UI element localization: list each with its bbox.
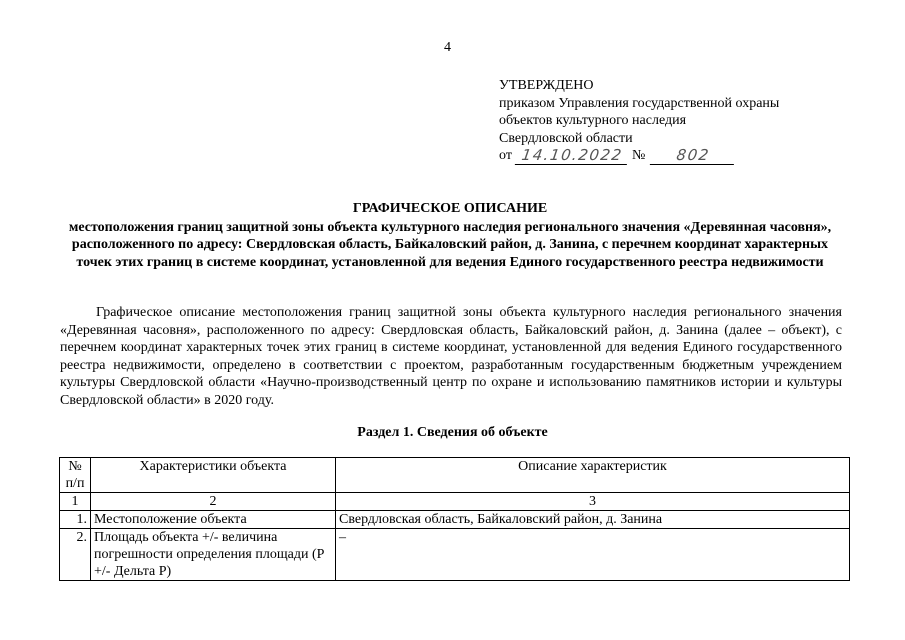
number-label: № [631, 148, 646, 163]
table-row [60, 511, 850, 529]
index-cell: 1 [60, 493, 91, 511]
index-cell: 2 [91, 493, 336, 511]
row-number: 2. [60, 529, 91, 581]
row-description: – [336, 529, 850, 581]
approval-line-3: Свердловской области [499, 130, 633, 146]
header-characteristics: Характеристики объекта [91, 458, 336, 493]
approval-line-2: объектов культурного наследия [499, 113, 687, 128]
approval-block [499, 77, 779, 165]
header-number: № п/п [60, 458, 91, 493]
row-characteristic: Площадь объекта +/- величина погрешности определения площади (Р +/- Дельта Р) [91, 529, 336, 581]
section-title: Раздел 1. Сведения об объекте [357, 425, 548, 440]
header-description: Описание характеристик [336, 458, 850, 493]
table-header-row [60, 458, 850, 493]
page-number: 4 [444, 40, 451, 55]
row-description: Свердловская область, Байкаловский район, д. Занина [336, 511, 850, 529]
approval-date-number-line [499, 147, 779, 165]
table-index-row [60, 493, 850, 511]
document-title [60, 200, 840, 271]
body-paragraph: Графическое описание местоположения границ защитной зоны объекта культурного наследия регионального значения «Деревянная часовня», расположенного по адресу: Свердловская область, Байкаловский район, д. Занина (далее – объект), с перечнем координат характерных точек этих границ в системе координат, установленной для ведения Единого государственного реестра недвижимости, определено в соответствии с проектом, разработанным государственным бюджетным учреждением культуры Свердловской области «Научно-производственный центр по охране и использованию памятников истории и культуры Свердловской области» в 2020 году. [60, 305, 842, 408]
handwritten-date: 14.10.2022 [515, 148, 629, 165]
from-label: от [499, 148, 512, 163]
handwritten-number: 802 [650, 148, 736, 165]
approval-heading: УТВЕРЖДЕНО [499, 78, 594, 93]
index-cell: 3 [336, 493, 850, 511]
row-characteristic: Местоположение объекта [91, 511, 336, 529]
object-info-table [59, 457, 850, 581]
row-number: 1. [60, 511, 91, 529]
title-main: ГРАФИЧЕСКОЕ ОПИСАНИЕ [352, 201, 548, 216]
approval-line-1: приказом Управления государственной охраны [499, 95, 780, 111]
title-sub: местоположения границ защитной зоны объекта культурного наследия регионального значения «Деревянная часовня», расположенного по адресу: Свердловская область, Байкаловский район, д. Занина, с перечнем координат характерных точек этих границ в системе координат, установленной для ведения Единого государственного реестра недвижимости [68, 219, 832, 270]
table-row [60, 529, 850, 581]
